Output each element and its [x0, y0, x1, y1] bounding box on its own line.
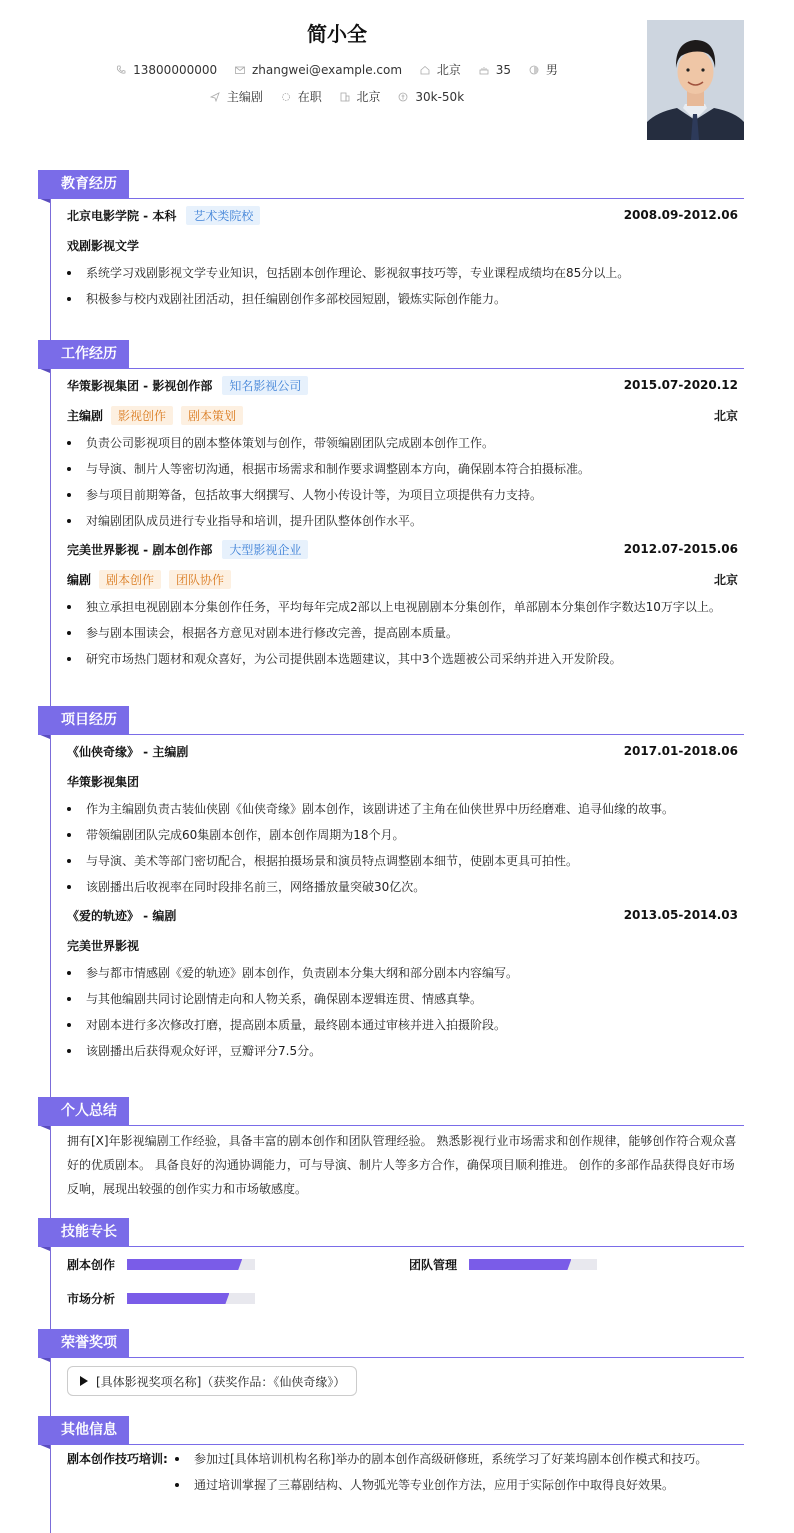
intent-row	[0, 88, 674, 105]
education-section	[38, 170, 744, 312]
section-divider	[38, 368, 744, 369]
gender-icon	[529, 65, 539, 75]
project-company: 完美世界影视	[67, 938, 140, 953]
school-title: 北京电影学院 - 本科	[67, 208, 177, 223]
section-header	[38, 170, 744, 200]
list-item: 该剧播出后获得观众好评，豆瓣评分7.5分。	[67, 1038, 738, 1064]
company-tag: 大型影视企业	[222, 540, 308, 559]
project-entry	[67, 736, 738, 900]
section-header	[38, 1416, 744, 1446]
phone-icon	[116, 65, 126, 75]
work-bullets	[67, 594, 738, 672]
status-text: 在职	[297, 90, 322, 104]
list-item: 通过培训掌握了三幕剧结构、人物弧光等专业创作方法，应用于实际创作中取得良好效果。	[175, 1472, 707, 1498]
projects-section	[38, 706, 744, 1064]
target-city-text: 北京	[356, 90, 381, 104]
other-section	[38, 1416, 744, 1506]
list-item: 作为主编剧负责古装仙侠剧《仙侠奇缘》剧本创作，该剧讲述了主角在仙侠世界中历经磨难、追寻仙缘的故事。	[67, 796, 738, 822]
status-item	[281, 88, 322, 105]
list-item: 对剧本进行多次修改打磨，提高剧本质量，最终剧本通过审核并进入拍摄阶段。	[67, 1012, 738, 1038]
work-city: 北京	[713, 572, 738, 587]
list-item: 研究市场热门题材和观众喜好，为公司提供剧本选题建议，其中3个选题被公司采纳并进入开发阶段。	[67, 646, 738, 672]
skill-item	[409, 1256, 597, 1273]
work-entry	[67, 534, 738, 672]
location-item	[420, 61, 461, 78]
work-bullets	[67, 430, 738, 534]
location-icon	[420, 65, 430, 75]
salary-text: 30k-50k	[415, 89, 465, 104]
list-item: 参与项目前期筹备，包括故事大纲撰写、人物小传设计等，为项目立项提供有力支持。	[67, 482, 738, 508]
list-item: 系统学习戏剧影视文学专业知识，包括剧本创作理论、影视叙事技巧等，专业课程成绩均在85分以上。	[67, 260, 738, 286]
section-divider	[38, 1444, 744, 1445]
list-item: 对编剧团队成员进行专业指导和培训，提升团队整体创作水平。	[67, 508, 738, 534]
section-title: 项目经历	[38, 706, 129, 734]
expand-triangle-icon[interactable]	[80, 1376, 88, 1386]
gender-item	[529, 61, 558, 78]
skill-bar	[127, 1293, 255, 1304]
section-title: 其他信息	[38, 1416, 129, 1444]
project-date: 2017.01-2018.06	[623, 744, 738, 758]
skill-name: 团队管理	[409, 1258, 458, 1272]
section-title: 教育经历	[38, 170, 129, 198]
project-company: 华策影视集团	[67, 774, 140, 789]
skill-fill	[127, 1259, 242, 1270]
skill-item	[67, 1256, 255, 1273]
phone-item	[116, 63, 217, 77]
education-date: 2008.09-2012.06	[623, 208, 738, 222]
status-icon	[281, 92, 291, 102]
section-header	[38, 1218, 744, 1248]
age-text: 35	[495, 62, 512, 77]
send-icon	[210, 92, 220, 102]
work-date: 2015.07-2020.12	[623, 378, 738, 392]
section-divider	[38, 198, 744, 199]
skills-list	[67, 1248, 744, 1314]
summary-section	[38, 1097, 744, 1201]
email-item	[235, 63, 402, 77]
candidate-name: 简小全	[307, 22, 367, 46]
section-divider	[38, 734, 744, 735]
list-item: 负责公司影视项目的剧本整体策划与创作，带领编剧团队完成剧本创作工作。	[67, 430, 738, 456]
list-item: 独立承担电视剧剧本分集创作任务，平均每年完成2部以上电视剧剧本分集创作，单部剧本分集创作字数达10万字以上。	[67, 594, 738, 620]
skill-bar	[127, 1259, 255, 1270]
other-label: 剧本创作技巧培训:	[67, 1452, 168, 1466]
location-text: 北京	[436, 63, 461, 77]
age-icon	[479, 65, 489, 75]
list-item: 带领编剧团队完成60集剧本创作，剧本创作周期为18个月。	[67, 822, 738, 848]
work-section	[38, 340, 744, 672]
salary-icon	[398, 92, 408, 102]
list-item: 参加过[具体培训机构名称]举办的剧本创作高级研修班，系统学习了好莱坞剧本创作模式和技巧。	[175, 1446, 707, 1472]
avatar	[647, 20, 744, 140]
summary-text: 拥有[X]年影视编剧工作经验，具备丰富的剧本创作和团队管理经验。 熟悉影视行业市场需求和创作规律，能够创作符合观众喜好的优质剧本。 具备良好的沟通协调能力，可与导演、制片人等多方合作，确保项目顺利推进。 创作的多部作品获得良好市场反响，展现出较强的创作实力和市场敏感度。	[67, 1134, 737, 1196]
skill-item	[67, 1290, 255, 1307]
project-bullets	[67, 960, 738, 1064]
role-tag: 团队协作	[169, 570, 231, 589]
list-item: 与导演、美术等部门密切配合，根据拍摄场景和演员特点调整剧本细节，使剧本更具可拍性。	[67, 848, 738, 874]
list-item: 与导演、制片人等密切沟通，根据市场需求和制作要求调整剧本方向，确保剧本符合拍摄标准。	[67, 456, 738, 482]
project-date: 2013.05-2014.03	[623, 908, 738, 922]
section-divider	[38, 1246, 744, 1247]
avatar-photo	[647, 20, 744, 140]
project-title: 《仙侠奇缘》 - 主编剧	[67, 744, 189, 759]
award-text: [具体影视奖项名称]（获奖作品：《仙侠奇缘》）	[96, 1374, 346, 1389]
building-icon	[340, 92, 350, 102]
skill-name: 市场分析	[67, 1292, 116, 1306]
skill-fill	[469, 1259, 571, 1270]
project-title: 《爱的轨迹》 - 编剧	[67, 908, 177, 923]
role-tag: 剧本创作	[99, 570, 161, 589]
awards-section	[38, 1329, 744, 1396]
skills-section	[38, 1218, 744, 1314]
phone-text: 13800000000	[133, 62, 218, 77]
target-role-text: 主编剧	[226, 90, 263, 104]
section-header	[38, 1329, 744, 1359]
list-item: 参与剧本围读会，根据各方意见对剧本进行修改完善，提高剧本质量。	[67, 620, 738, 646]
mail-icon	[235, 65, 245, 75]
list-item: 参与都市情感剧《爱的轨迹》剧本创作，负责剧本分集大纲和部分剧本内容编写。	[67, 960, 738, 986]
list-item: 积极参与校内戏剧社团活动，担任编剧创作多部校园短剧，锻炼实际创作能力。	[67, 286, 738, 312]
skill-fill	[127, 1293, 229, 1304]
project-entry	[67, 900, 738, 1064]
target-city-item	[340, 88, 381, 105]
section-title: 工作经历	[38, 340, 129, 368]
company-title: 完美世界影视 - 剧本创作部	[67, 542, 213, 557]
work-date: 2012.07-2015.06	[623, 542, 738, 556]
job-role: 主编剧	[67, 408, 104, 423]
email-text: zhangwei@example.com	[251, 62, 403, 77]
section-divider	[38, 1125, 744, 1126]
contact-row	[0, 61, 674, 78]
section-header	[38, 340, 744, 370]
role-tag: 剧本策划	[181, 406, 243, 425]
section-header	[38, 1097, 744, 1127]
work-entry	[67, 370, 738, 534]
section-title: 技能专长	[38, 1218, 129, 1246]
other-entry	[67, 1446, 744, 1506]
list-item: 该剧播出后收视率在同时段排名前三，网络播放量突破30亿次。	[67, 874, 738, 900]
section-title: 荣誉奖项	[38, 1329, 129, 1357]
education-bullets	[67, 260, 738, 312]
gender-text: 男	[545, 63, 558, 77]
section-title: 个人总结	[38, 1097, 129, 1125]
education-entry	[67, 200, 738, 312]
age-item	[479, 63, 511, 77]
other-bullets	[175, 1446, 707, 1498]
section-divider	[38, 1357, 744, 1358]
role-tag: 影视创作	[111, 406, 173, 425]
skill-bar	[469, 1259, 597, 1270]
section-header	[38, 706, 744, 736]
skill-name: 剧本创作	[67, 1258, 116, 1272]
target-role-item	[210, 88, 263, 105]
company-title: 华策影视集团 - 影视创作部	[67, 378, 213, 393]
award-item[interactable]	[67, 1366, 357, 1396]
company-tag: 知名影视公司	[222, 376, 308, 395]
resume-header	[0, 0, 794, 150]
project-bullets	[67, 796, 738, 900]
list-item: 与其他编剧共同讨论剧情走向和人物关系，确保剧本逻辑连贯、情感真挚。	[67, 986, 738, 1012]
major: 戏剧影视文学	[67, 238, 140, 253]
school-tag: 艺术类院校	[186, 206, 260, 225]
work-city: 北京	[713, 408, 738, 423]
salary-item	[398, 90, 464, 104]
job-role: 编剧	[67, 572, 92, 587]
